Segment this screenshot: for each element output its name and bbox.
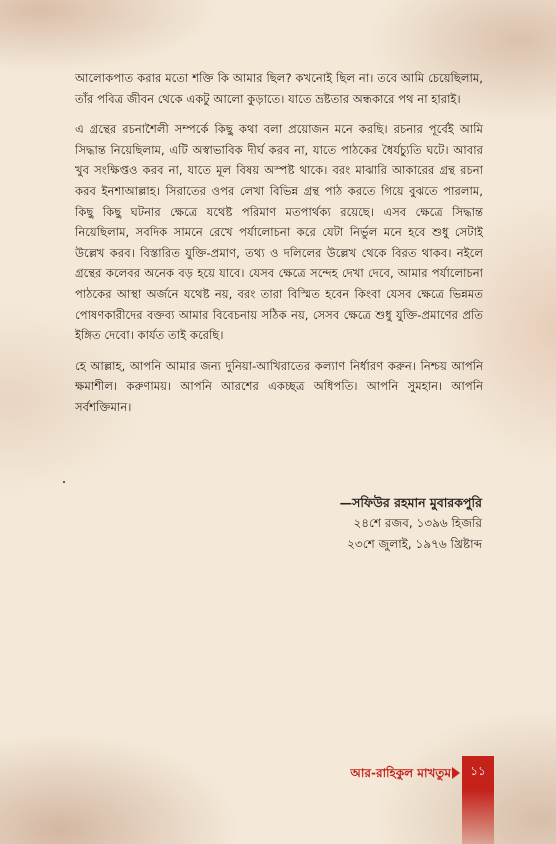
page-number: ১১ bbox=[462, 756, 494, 790]
ink-speck bbox=[63, 481, 65, 483]
page-footer bbox=[0, 756, 556, 790]
body-text bbox=[75, 68, 483, 428]
arrow-right-icon bbox=[452, 767, 460, 779]
hijri-date: ২৪শে রজব, ১৩৯৬ হিজরি bbox=[353, 516, 482, 530]
page-edge-bar bbox=[462, 790, 494, 844]
paragraph-3: হে আল্লাহ, আপনি আমার জন্য দুনিয়া-আখিরাতের কল্যাণ নির্ধারণ করুন। নিশ্চয় আপনি ক্ষমাশীল। করুণাময়। আপনি আরশের একচ্ছত্র অধিপতি। আপনি সুমহান। আপনি সর্বশক্তিমান। bbox=[75, 358, 483, 414]
paragraph-1: আলোকপাত করার মতো শক্তি কি আমার ছিল? কখনোই ছিল না। তবে আমি চেয়েছিলাম, তাঁর পবিত্র জীবন থেকে একটু আলো কুড়াতে। যাতে ভ্রষ্টতার অন্ধকারে পথ না হারাই। bbox=[75, 71, 483, 106]
author-name: —সফিউর রহমান মুবারকপুরি bbox=[339, 495, 482, 510]
signature-block bbox=[340, 492, 482, 555]
paragraph-2: এ গ্রন্থের রচনাশৈলী সম্পর্কে কিছু কথা বলা প্রয়োজন মনে করছি। রচনার পূর্বেই আমি সিদ্ধান্ত নিয়েছিলাম, এটি অস্বাভাবিক দীর্ঘ করব না, যাতে পাঠকের ধৈর্যচ্যুতি ঘটে। আবার খুব সংক্ষিপ্তও করব না, যাতে মূল বিষয় অস্পষ্ট থাকে। বরং মাঝারি আকারের গ্রন্থ রচনা করব ইনশাআল্লাহ। সিরাতের ওপর লেখা বিভিন্ন গ্রন্থ পাঠ করতে গিয়ে বুঝতে পারলাম, কিছু কিছু ঘটনার ক্ষেত্রে যথেষ্ট পরিমাণ মতপার্থক্য রয়েছে। এসব ক্ষেত্রে সিদ্ধান্ত নিয়েছিলাম, সবদিক সামনে রেখে পর্যালোচনা করে যেটা নির্ভুল মনে হবে শুধু সেটাই উল্লেখ করব। বিস্তারিত যুক্তি-প্রমাণ, তথ্য ও দলিলের উল্লেখ থেকে বিরত থাকব। নইলে গ্রন্থের কলেবর অনেক বড় হয়ে যাবে। যেসব ক্ষেত্রে সন্দেহ দেখা দেবে, আমার পর্যালোচনা পাঠকের আস্থা অর্জনে যথেষ্ট নয়, বরং তারা বিস্মিত হবেন কিংবা যেসব ক্ষেত্রে ভিন্নমত পোষণকারীদের বক্তব্য আমার বিবেচনায় সঠিক নয়, সেসব ক্ষেত্রে শুধু যুক্তি-প্রমাণের প্রতি ইঙ্গিত দেবো। কার্যত তাই করেছি। bbox=[75, 122, 483, 343]
gregorian-date: ২৩শে জুলাই, ১৯৭৬ খ্রিষ্টাব্দ bbox=[347, 537, 482, 551]
running-book-title: আর-রাহিকুল মাখতুম bbox=[350, 766, 451, 780]
